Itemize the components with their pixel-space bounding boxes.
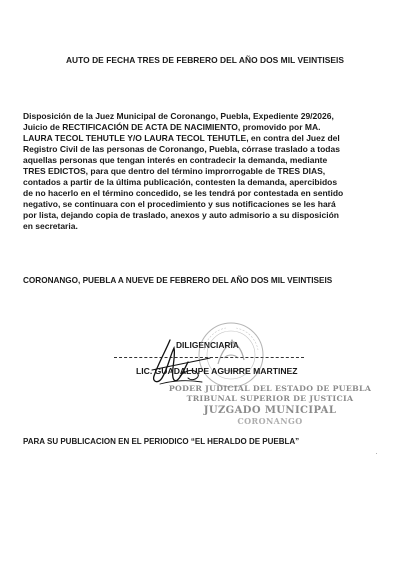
body-line: Disposición de la Juez Municipal de Coronango, Puebla, Expediente 29/2026,	[23, 111, 334, 121]
body-line: Juicio de RECTIFICACIÓN DE ACTA DE NACIMIENTO, promovido por MA.	[23, 122, 321, 132]
handwritten-signature	[140, 330, 230, 390]
body-line: TRES EDICTOS, para que dentro del término improrrogable de TRES DIAS,	[23, 166, 326, 176]
body-line: aquellas personas que tengan interés en contradecir la demanda, mediante	[23, 155, 328, 165]
body-line: negativo, se continuara con el procedimiento y sus notificaciones se les hará	[23, 199, 336, 209]
signatory-role: DILIGENCIARIA	[176, 340, 239, 350]
scan-speck	[376, 453, 377, 454]
body-line: en secretaria.	[23, 221, 78, 231]
document-body	[23, 111, 390, 232]
document-title: AUTO DE FECHA TRES DE FEBRERO DEL AÑO DOS MIL VEINTISEIS	[65, 55, 345, 65]
court-stamp	[150, 384, 390, 426]
signatory-name: LIC. GUADALUPE AGUIRRE MARTINEZ	[136, 366, 298, 376]
publication-note: PARA SU PUBLICACION EN EL PERIODICO “EL HERALDO DE PUEBLA”	[23, 437, 300, 446]
stamp-line: TRIBUNAL SUPERIOR DE JUSTICIA	[186, 394, 354, 403]
body-line: por lista, dejando copia de traslado, anexos y auto admisorio a su disposición	[23, 210, 339, 220]
place-and-date: CORONANGO, PUEBLA A NUEVE DE FEBRERO DEL AÑO DOS MIL VEINTISEIS	[23, 276, 333, 285]
body-line: Registro Civil de las personas de Coronango, Puebla, córrase traslado a todas	[23, 144, 340, 154]
body-line: contados a partir de la última publicación, contesten la demanda, apercibidos	[23, 177, 338, 187]
stamp-line: PODER JUDICIAL DEL ESTADO DE PUEBLA	[168, 384, 372, 393]
stamp-line: CORONANGO	[237, 416, 303, 426]
stamp-line: JUZGADO MUNICIPAL	[203, 405, 337, 416]
body-line: LAURA TECOL TEHUTLE Y/O LAURA TECOL TEHUTLE, en contra del Juez del	[23, 133, 340, 143]
body-line: de no hacerlo en el término concedido, se les tendrá por contestada en sentido	[23, 188, 344, 198]
